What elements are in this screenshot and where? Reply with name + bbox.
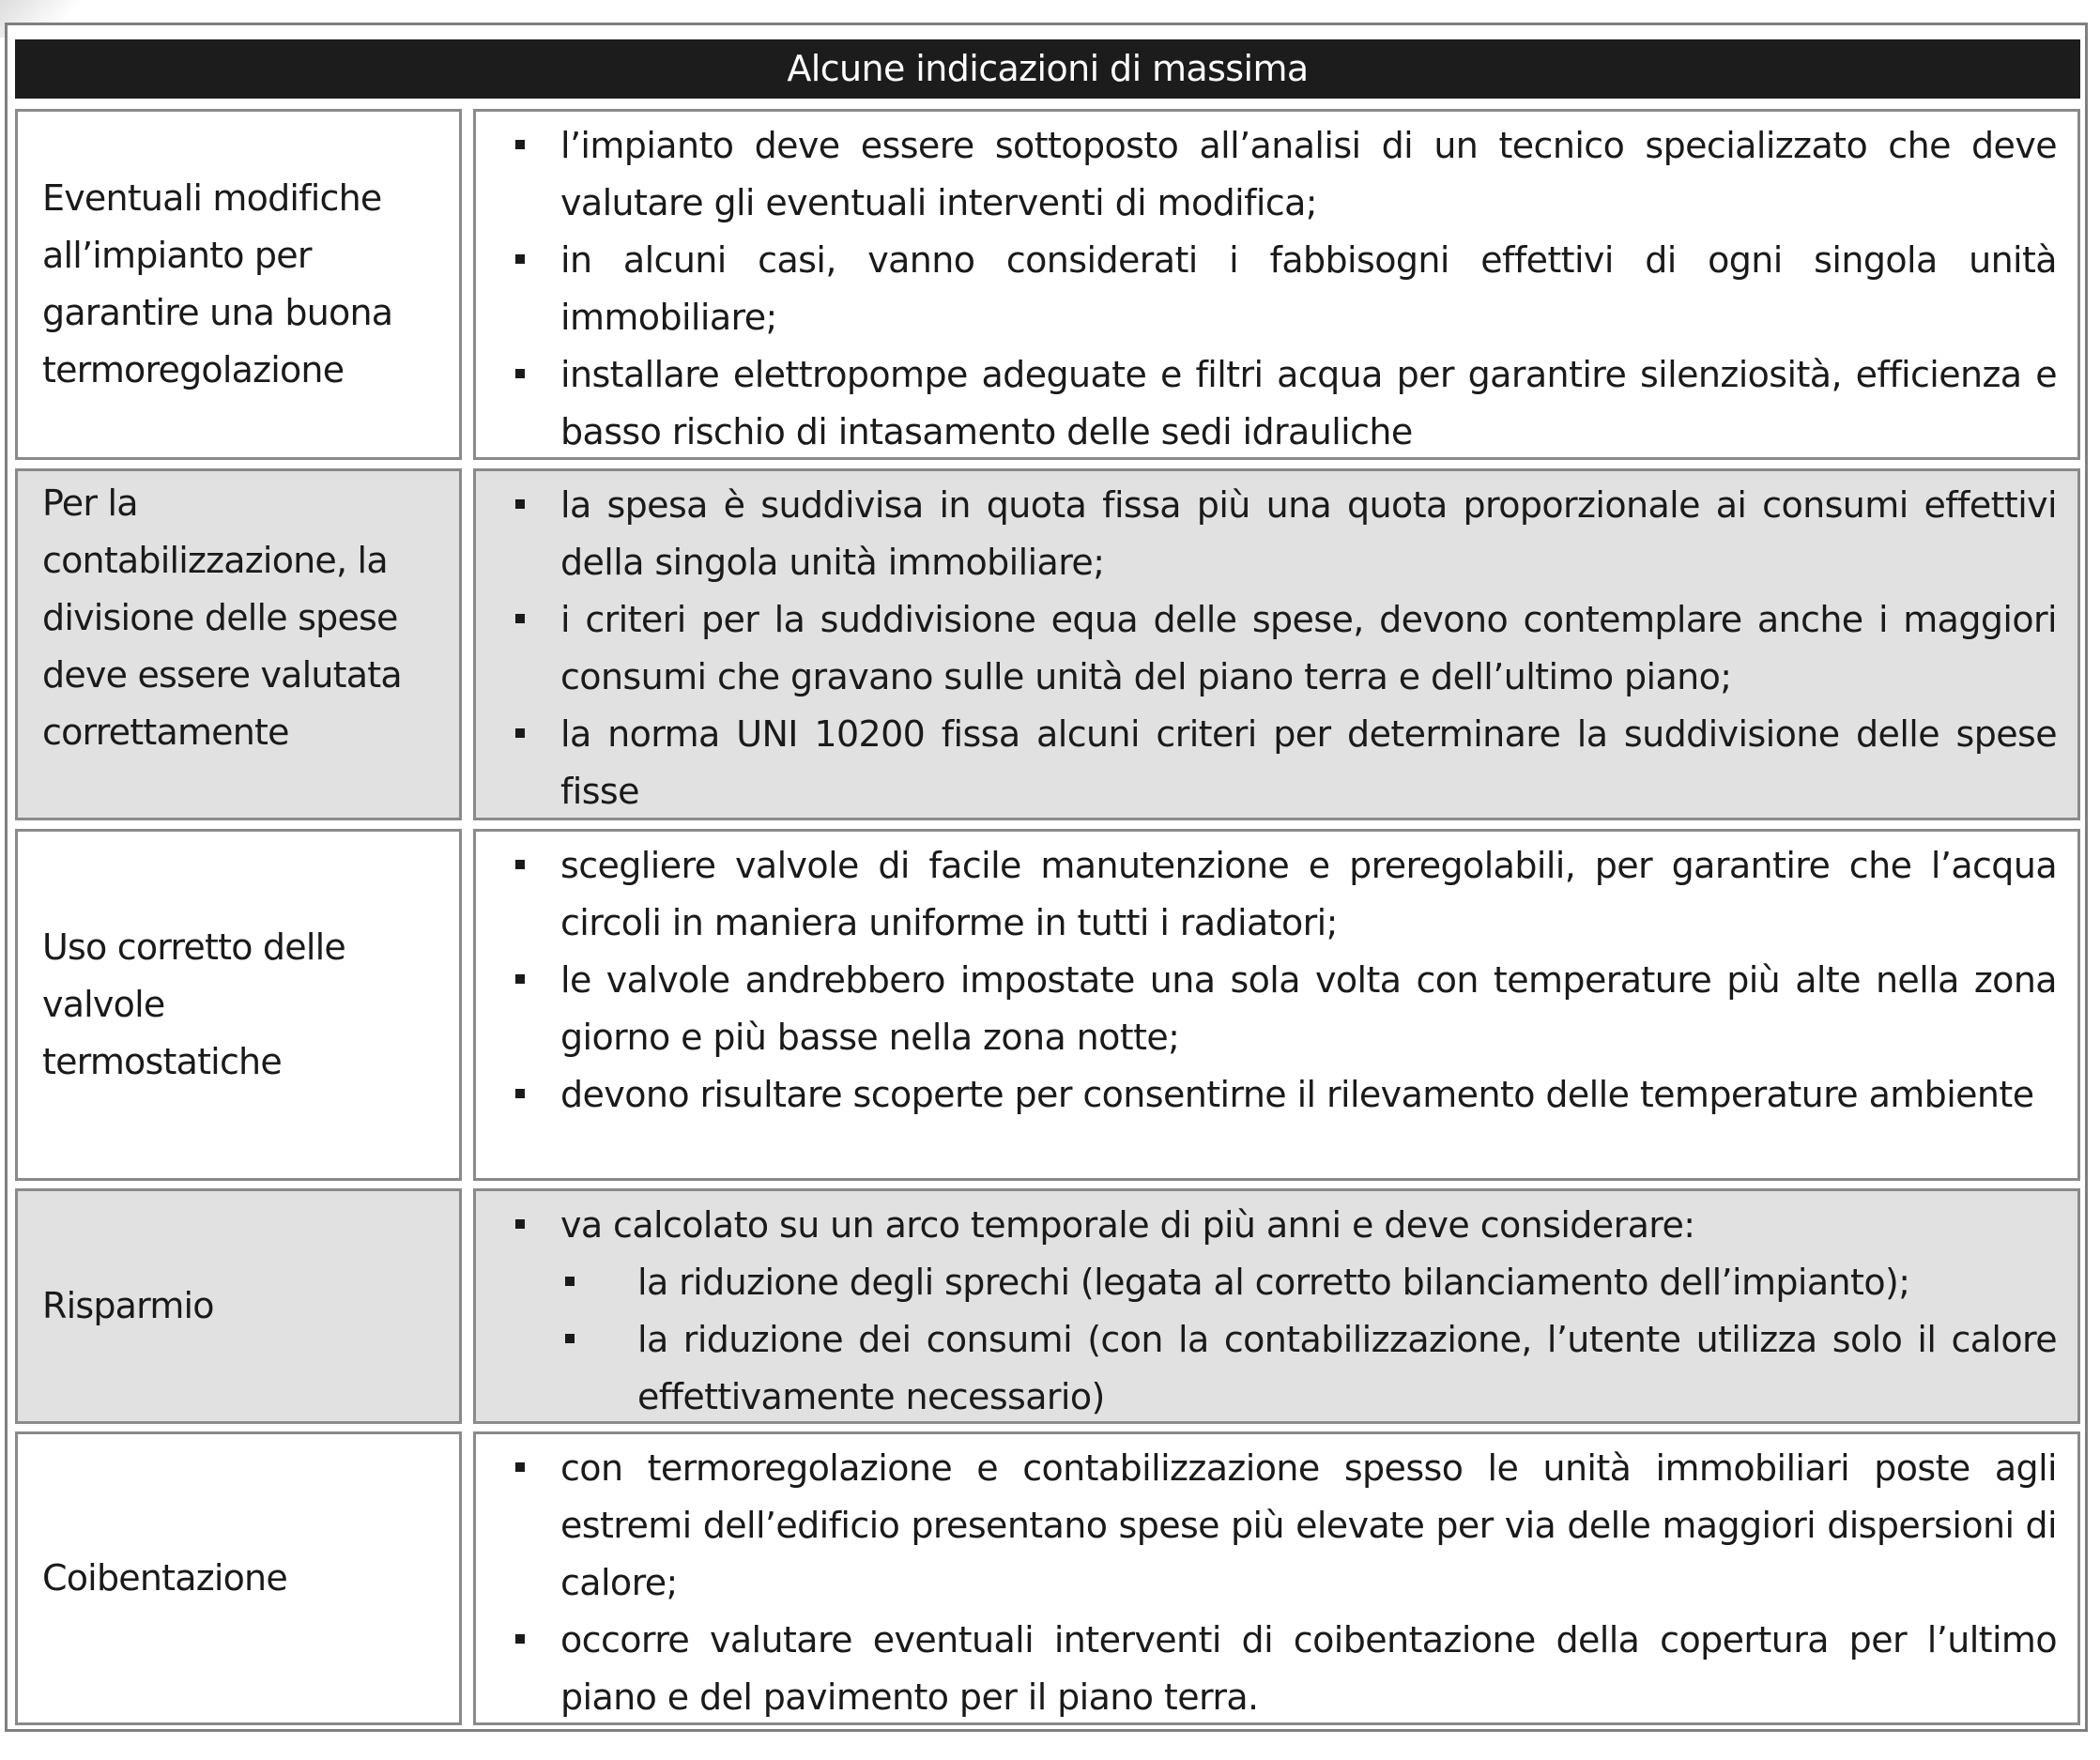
bullet-list — [515, 837, 2057, 1124]
list-item: scegliere valvole di facile manutenzione e preregolabili, per garantire che l’acqua circoli in maniera uniforme in tutti i radiatori; — [515, 837, 2057, 952]
list-item: devono risultare scoperte per consentirne il rilevamento delle temperature ambiente — [515, 1066, 2057, 1124]
list-item: la norma UNI 10200 fissa alcuni criteri per determinare la suddivisione delle spese fisse — [515, 706, 2057, 820]
list-item: le valvole andrebbero impostate una sola volta con temperature più alte nella zona giorno e più basse nella zona notte; — [515, 952, 2057, 1066]
list-item: occorre valutare eventuali interventi di coibentazione della copertura per l’ultimo piano e del pavimento per il piano terra. — [515, 1612, 2057, 1726]
list-item: va calcolato su un arco temporale di più anni e deve considerare: la riduzione degli sprechi (legata al corretto bilanciamento dell’impianto); la riduzione dei consumi (con la contabilizzazione, l’utente utilizza solo il calore effettivamente necessario) — [515, 1197, 2057, 1426]
list-item: con termoregolazione e contabilizzazione spesso le unità immobiliari poste agli estremi dell’edificio presentano spese più elevate per via delle maggiori dispersioni di calore; — [515, 1440, 2057, 1612]
row-label-cell — [15, 829, 462, 1181]
table-row — [15, 1431, 2080, 1725]
bullet-square-icon — [515, 1089, 525, 1098]
sub-bullet-list — [560, 1254, 2057, 1426]
bullet-square-icon — [515, 1634, 525, 1644]
bullet-list — [515, 117, 2057, 461]
bullet-list — [515, 477, 2057, 820]
list-item: in alcuni casi, vanno considerati i fabbisogni effettivi di ogni singola unità immobiliare; — [515, 232, 2057, 346]
row-content-cell — [473, 1431, 2080, 1725]
bullet-square-icon — [515, 369, 525, 378]
row-content-cell — [473, 468, 2080, 820]
list-item: la riduzione degli sprechi (legata al corretto bilanciamento dell’impianto); — [560, 1254, 2057, 1311]
list-item: l’impianto deve essere sottoposto all’analisi di un tecnico specializzato che deve valutare gli eventuali interventi di modifica; — [515, 117, 2057, 232]
bullet-list — [515, 1197, 2057, 1426]
bullet-square-icon — [515, 1219, 525, 1229]
list-item: la spesa è suddivisa in quota fissa più una quota proporzionale ai consumi effettivi della singola unità immobiliare; — [515, 477, 2057, 591]
bullet-square-icon — [565, 1334, 575, 1343]
row-label-cell — [15, 1188, 462, 1424]
row-label-cell — [15, 109, 462, 460]
row-label: Per la contabilizzazione, la divisione delle spese deve essere valutata correttamente — [42, 482, 402, 753]
bullet-square-icon — [515, 728, 525, 738]
row-label: Risparmio — [42, 1285, 214, 1326]
table-row — [15, 468, 2080, 820]
row-label: Uso corretto delle valvole termostatiche — [42, 926, 345, 1082]
row-content-cell — [473, 109, 2080, 460]
table-row — [15, 829, 2080, 1181]
row-label-cell — [15, 468, 462, 820]
row-content-cell — [473, 829, 2080, 1181]
bullet-square-icon — [515, 860, 525, 869]
bullet-square-icon — [565, 1277, 575, 1286]
row-label: Eventuali modifiche all’impianto per garantire una buona termoregolazione — [42, 177, 393, 390]
bullet-square-icon — [515, 614, 525, 623]
table-row — [15, 109, 2080, 460]
row-label-cell — [15, 1431, 462, 1725]
bullet-square-icon — [515, 1462, 525, 1472]
row-label: Coibentazione — [42, 1557, 287, 1599]
list-item: la riduzione dei consumi (con la contabilizzazione, l’utente utilizza solo il calore effettivamente necessario) — [560, 1311, 2057, 1426]
bullet-square-icon — [515, 974, 525, 984]
row-content-cell — [473, 1188, 2080, 1424]
table-row — [15, 1188, 2080, 1424]
bullet-list — [515, 1440, 2057, 1726]
list-item: i criteri per la suddivisione equa delle spese, devono contemplare anche i maggiori consumi che gravano sulle unità del piano terra e dell’ultimo piano; — [515, 591, 2057, 706]
list-item: installare elettropompe adeguate e filtri acqua per garantire silenziosità, efficienza e basso rischio di intasamento delle sedi idrauliche — [515, 346, 2057, 461]
bullet-square-icon — [515, 499, 525, 509]
bullet-square-icon — [515, 140, 525, 149]
bullet-square-icon — [515, 254, 525, 264]
table-title: Alcune indicazioni di massima — [15, 39, 2080, 99]
